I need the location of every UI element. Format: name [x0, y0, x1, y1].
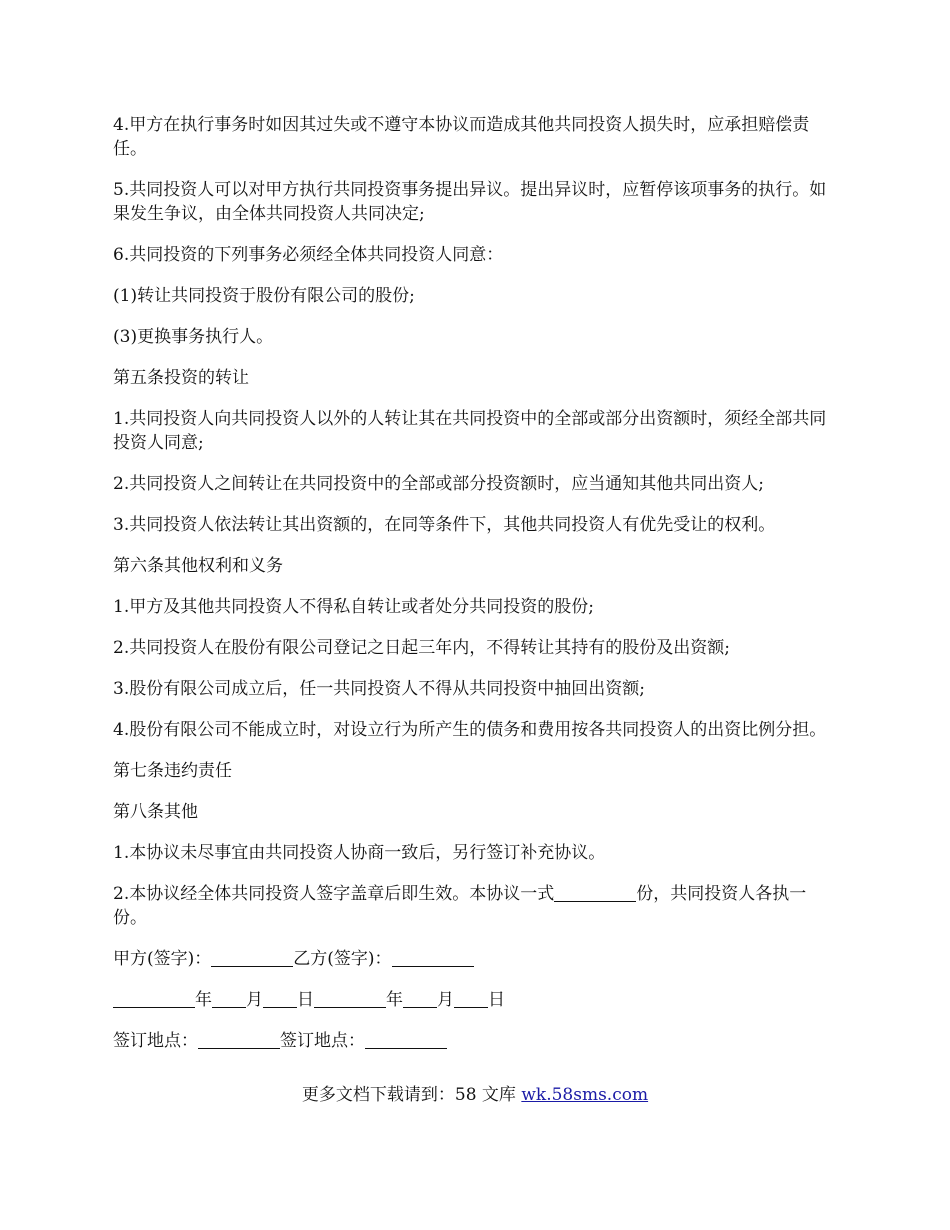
clause-5-1: 1.共同投资人向共同投资人以外的人转让其在共同投资中的全部或部分出资额时，须经全部共同投资人同意;: [113, 409, 827, 453]
copies-blank: [554, 884, 636, 902]
clause-4-1: 4.甲方在执行事务时如因其过失或不遵守本协议而造成其他共同投资人损失时，应承担赔偿责任。: [113, 115, 810, 159]
place-a-blank: [198, 1031, 280, 1049]
clause-5-2: 2.共同投资人之间转让在共同投资中的全部或部分投资额时，应当通知其他共同出资人;: [113, 474, 764, 494]
clause-5-3: 3.共同投资人依法转让其出资额的，在同等条件下，其他共同投资人有优先受让的权利。: [113, 515, 776, 535]
article-6-heading: 第六条其他权利和义务: [113, 556, 283, 576]
date-line: [113, 988, 840, 1012]
clause-8-1: 1.本协议未尽事宜由共同投资人协商一致后，另行签订补充协议。: [113, 843, 606, 863]
clause-4-6: 6.共同投资的下列事务必须经全体共同投资人同意：: [113, 245, 504, 265]
article-7-heading: 第七条违约责任: [113, 761, 232, 781]
year-b-blank: [314, 990, 386, 1008]
clause-6-3: 3.股份有限公司成立后，任一共同投资人不得从共同投资中抽回出资额;: [113, 679, 645, 699]
month-label: 月: [437, 990, 454, 1010]
year-a-blank: [113, 990, 195, 1008]
place-a-label: 签订地点：: [113, 1031, 198, 1051]
party-a-blank: [211, 949, 293, 967]
day-label: 日: [297, 990, 314, 1010]
clause-6-1: 1.甲方及其他共同投资人不得私自转让或者处分共同投资的股份;: [113, 597, 594, 617]
clause-6-2: 2.共同投资人在股份有限公司登记之日起三年内，不得转让其持有的股份及出资额;: [113, 638, 730, 658]
article-8-heading: 第八条其他: [113, 802, 198, 822]
article-5-heading: 第五条投资的转让: [113, 368, 249, 388]
day-label: 日: [488, 990, 505, 1010]
day-a-blank: [263, 990, 297, 1008]
copies-text-before: 2.本协议经全体共同投资人签字盖章后即生效。本协议一式: [113, 884, 555, 904]
month-a-blank: [212, 990, 246, 1008]
party-b-blank: [392, 949, 474, 967]
footer-link[interactable]: wk.58sms.com: [521, 1085, 649, 1105]
place-line: [113, 1029, 840, 1053]
day-b-blank: [454, 990, 488, 1008]
clause-6-4: 4.股份有限公司不能成立时，对设立行为所产生的债务和费用按各共同投资人的出资比例分担。: [113, 720, 827, 740]
footer: [0, 1083, 950, 1107]
party-b-label: 乙方(签字)：: [293, 949, 392, 969]
copies-text-after: 份，共同投资人各执一份。: [113, 884, 807, 928]
document-body: [113, 113, 840, 1070]
footer-text: 更多文档下载请到：58 文库: [301, 1085, 522, 1105]
place-b-blank: [365, 1031, 447, 1049]
clause-4-6-1: (1)转让共同投资于股份有限公司的股份;: [113, 286, 415, 306]
year-label: 年: [386, 990, 403, 1010]
place-b-label: 签订地点：: [280, 1031, 365, 1051]
clause-4-6-3: (3)更换事务执行人。: [113, 327, 274, 347]
party-a-label: 甲方(签字)：: [113, 949, 212, 969]
year-label: 年: [195, 990, 212, 1010]
clause-4-5: 5.共同投资人可以对甲方执行共同投资事务提出异议。提出异议时，应暂停该项事务的执行。如果发生争议，由全体共同投资人共同决定;: [113, 180, 827, 224]
month-b-blank: [403, 990, 437, 1008]
month-label: 月: [246, 990, 263, 1010]
clause-8-2: [113, 882, 840, 930]
signature-line: [113, 947, 840, 971]
